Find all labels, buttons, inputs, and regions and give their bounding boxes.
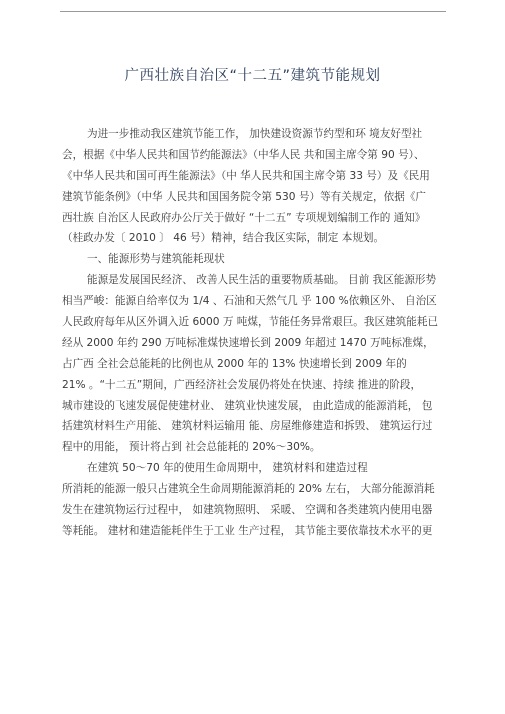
document-body <box>62 124 448 542</box>
paragraph-line: 一、能源形势与建筑能耗现状 <box>87 253 225 266</box>
paragraph-line: 会，根据《中华人民共和国节约能源法》（中华人民 共和国主席令第 90 号）、 <box>62 148 425 161</box>
paragraph-line: 发生在建筑物运行过程中， 如建筑物照明、 采暖、 空调和各类建筑内使用电器 <box>62 504 433 517</box>
paragraph-line: 21% 。“十二五”期间，广西经济社会发展仍将处在快速、持续 推进的阶段， <box>62 378 422 391</box>
paragraph-line: 建筑节能条例》（中华 人民共和国国务院令第 530 号）等有关规定，依据《广 <box>62 190 427 203</box>
paragraph-line: 在建筑 50～70 年的使用生命周期中， 建筑材料和建造过程 <box>87 462 368 475</box>
paragraph-line: 括建筑材料生产用能、 建筑材料运输用 能、房屋维修建造和拆毁、 建筑运行过 <box>62 420 433 433</box>
document-title: 广西壮族自治区“十二五”建筑节能规划 <box>124 68 381 84</box>
header-rule <box>60 11 446 12</box>
paragraph-line: 人民政府每年从区外调入近 6000 万 吨煤，节能任务异常艰巨。我区建筑能耗已 <box>62 316 439 329</box>
paragraph-line: 相当严峻：能源自给率仅为 1/4 、石油和天然气几 乎 100 %依赖区外、 自治区 <box>62 295 437 308</box>
paragraph-line: 西壮族 自治区人民政府办公厅关于做好 “十二五” 专项规划编制工作的 通知》 <box>62 211 426 224</box>
paragraph-line: 等耗能。 建材和建造能耗伴生于工业 生产过程， 其节能主要依靠技术水平的更 <box>62 524 433 537</box>
paragraph-line: 占广西 全社会总能耗的比例也从 2000 年的 13% 快速增长到 2009 年的 <box>62 357 407 370</box>
paragraph-line: 所消耗的能源一般只占建筑全生命周期能源消耗的 20% 左右， 大部分能源消耗 <box>62 483 435 496</box>
paragraph-line: 城市建设的飞速发展促使建材业、 建筑业快速发展， 由此造成的能源消耗， 包 <box>62 399 433 412</box>
paragraph-line: 程中的用能， 预计将占到 社会总能耗的 20%～30%。 <box>62 441 321 454</box>
paragraph-line: 《中华人民共和国可再生能源法》（中 华人民共和国主席令第 33 号）及《民用 <box>62 169 430 182</box>
paragraph-line: （桂政办发〔 2010 〕 46 号）精神，结合我区实际，制定 本规划。 <box>62 232 385 245</box>
paragraph-line: 经从 2000 年约 290 万吨标准煤快速增长到 2009 年超过 1470 万吨标准煤， <box>62 336 434 349</box>
paragraph-line: 能源是发展国民经济、 改善人民生活的重要物质基础。 目前 我区能源形势 <box>87 274 437 287</box>
paragraph-line: 为进一步推动我区建筑节能工作， 加快建设资源节约型和环 境友好型社 <box>87 128 423 140</box>
